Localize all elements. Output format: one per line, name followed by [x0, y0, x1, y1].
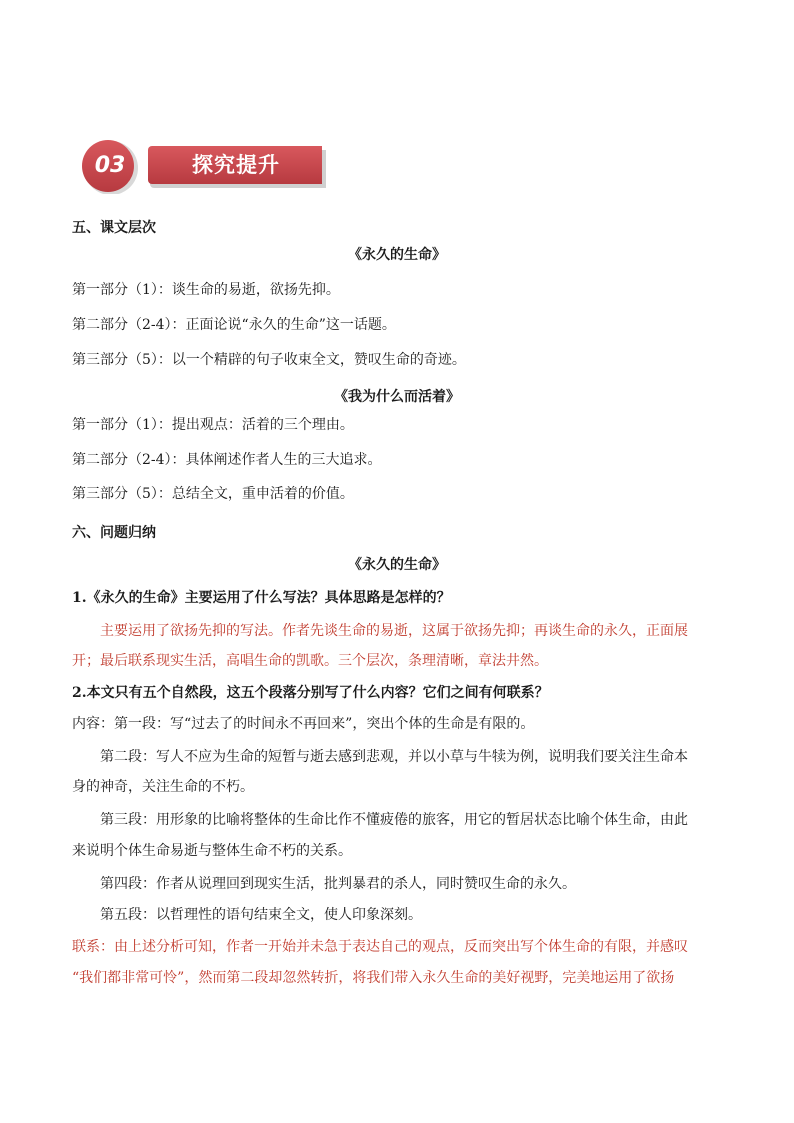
essay1-part2: 第二部分（2-4）：正面论说“永久的生命”这一话题。 — [72, 317, 396, 333]
essay2-part3: 第三部分（5）：总结全文，重申活着的价值。 — [72, 486, 354, 502]
section6-heading: 六、问题归纳 — [72, 525, 156, 541]
answer-2-content4: 第四段：作者从说理回到现实生活，批判暴君的杀人，同时赞叹生命的永久。 — [100, 876, 576, 892]
answer-2-content3-line1: 第三段：用形象的比喻将整体的生命比作不懂疲倦的旅客，用它的暂居状态比喻个体生命，由此 — [100, 812, 688, 828]
question-1: 1.《永久的生命》主要运用了什么写法？具体思路是怎样的？ — [72, 590, 451, 606]
answer-2-content2-line2: 身的神奇，关注生命的不朽。 — [72, 779, 254, 795]
answer-2-content3-line2: 来说明个体生命易逝与整体生命不朽的关系。 — [72, 843, 352, 859]
essay1-title: 《永久的生命》 — [348, 247, 446, 263]
question-2: 2.本文只有五个自然段，这五个段落分别写了什么内容？它们之间有何联系？ — [72, 685, 549, 701]
answer-1-line1: 主要运用了欲扬先抑的写法。作者先谈生命的易逝，这属于欲扬先抑；再谈生命的永久，正面展 — [100, 623, 688, 639]
section5-heading: 五、课文层次 — [72, 220, 156, 236]
answer-2-content5: 第五段：以哲理性的语句结束全文，使人印象深刻。 — [100, 907, 422, 923]
answer-2-link-line1: 联系：由上述分析可知，作者一开始并未急于表达自己的观点，反而突出写个体生命的有限，并感叹 — [72, 939, 688, 955]
essay2-title: 《我为什么而活着》 — [334, 389, 460, 405]
section-number: 03 — [94, 153, 126, 178]
essay2-part1: 第一部分（1）：提出观点：活着的三个理由。 — [72, 417, 354, 433]
essay1-part1: 第一部分（1）：谈生命的易逝，欲扬先抑。 — [72, 282, 340, 298]
answer-2-content2-line1: 第二段：写人不应为生命的短暂与逝去感到悲观，并以小草与牛犊为例，说明我们要关注生命本 — [100, 749, 688, 765]
answer-1-line2: 开；最后联系现实生活，高唱生命的凯歌。三个层次，条理清晰，章法井然。 — [72, 653, 548, 669]
essay2-part2: 第二部分（2-4）：具体阐述作者人生的三大追求。 — [72, 452, 382, 468]
section6-essay-title: 《永久的生命》 — [348, 557, 446, 573]
essay1-part3: 第三部分（5）：以一个精辟的句子收束全文，赞叹生命的奇迹。 — [72, 352, 466, 368]
answer-2-link-line2: “我们都非常可怜”，然而第二段却忽然转折，将我们带入永久生命的美好视野，完美地运用了欲扬 — [72, 970, 675, 986]
answer-2-content1: 内容：第一段：写“过去了的时间永不再回来”，突出个体的生命是有限的。 — [72, 716, 535, 732]
section-title: 探究提升 — [192, 153, 280, 177]
